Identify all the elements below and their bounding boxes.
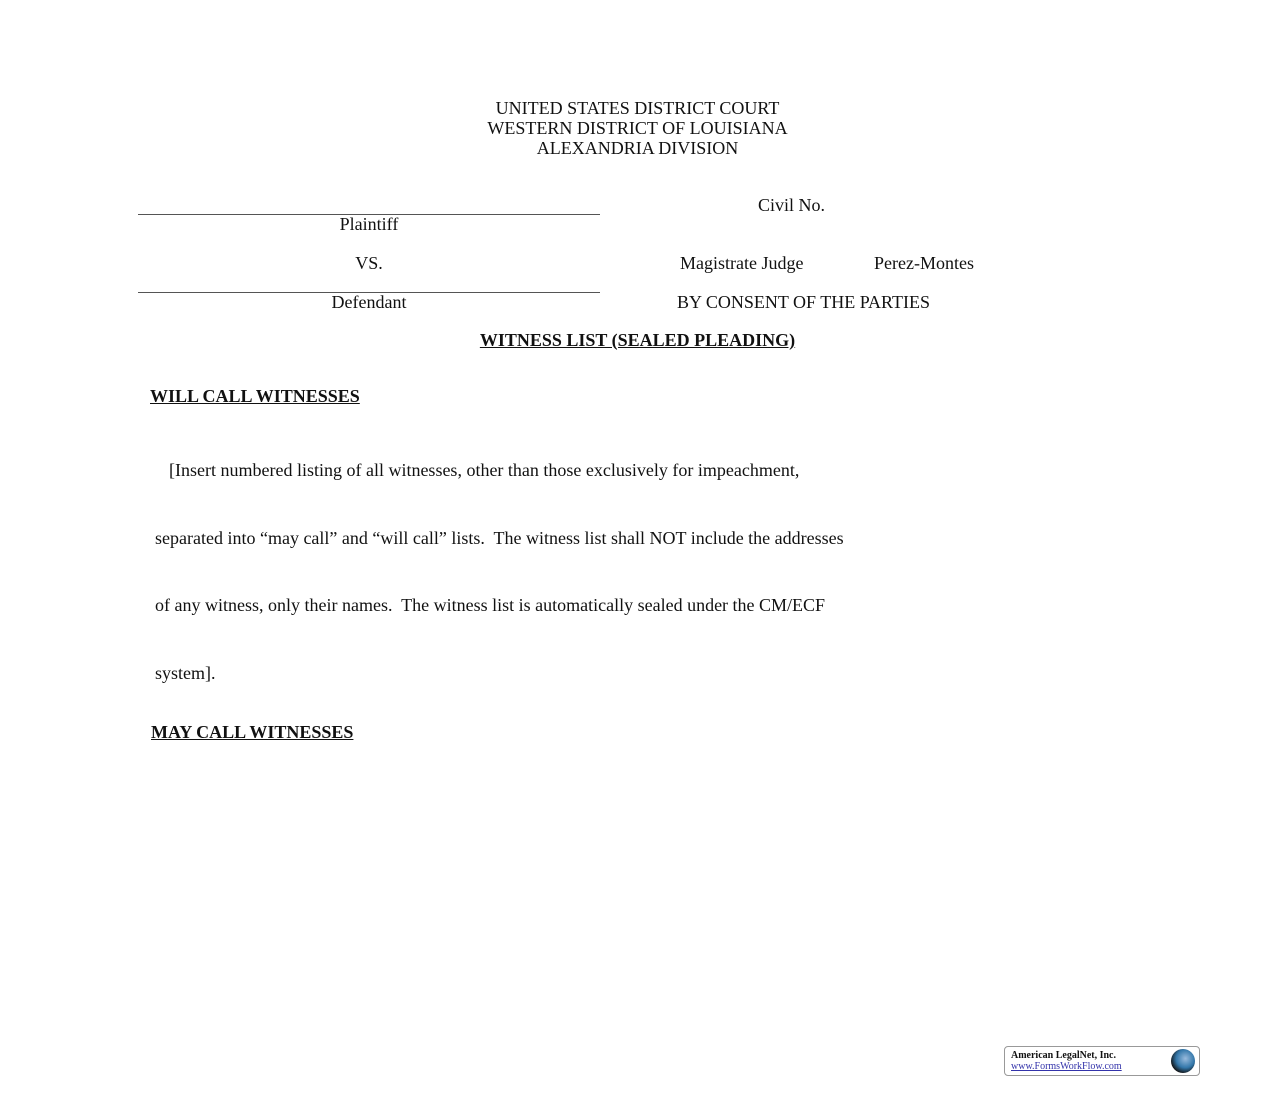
document-title: WITNESS LIST (SEALED PLEADING) xyxy=(479,330,796,350)
instruction-line: separated into “may call” and “will call” lists. The witness list shall NOT include the addresses xyxy=(155,527,844,548)
company-url[interactable]: www.FormsWorkFlow.com xyxy=(1011,1061,1122,1072)
civil-no-label: Civil No. xyxy=(758,195,826,215)
may-call-heading: MAY CALL WITNESSES xyxy=(151,722,354,742)
company-name: American LegalNet, Inc. xyxy=(1011,1050,1116,1061)
plaintiff-label: Plaintiff xyxy=(339,214,399,234)
court-header xyxy=(0,98,1275,158)
instruction-line: [Insert numbered listing of all witnesses, other than those exclusively for impeachment, xyxy=(169,460,800,480)
vs-label: VS. xyxy=(355,253,383,273)
instruction-line: of any witness, only their names. The witness list is automatically sealed under the CM/ECF xyxy=(155,595,826,615)
district-name: WESTERN DISTRICT OF LOUISIANA xyxy=(487,118,788,138)
globe-icon xyxy=(1171,1049,1195,1073)
will-call-heading: WILL CALL WITNESSES xyxy=(150,386,360,406)
will-call-instructions xyxy=(155,414,844,729)
consent-label: BY CONSENT OF THE PARTIES xyxy=(677,292,930,312)
defendant-label: Defendant xyxy=(331,292,407,312)
instruction-line: system]. xyxy=(155,662,216,683)
magistrate-label: Magistrate Judge xyxy=(680,253,804,273)
magistrate-name: Perez-Montes xyxy=(874,253,974,273)
division-name: ALEXANDRIA DIVISION xyxy=(536,138,739,158)
court-name: UNITED STATES DISTRICT COURT xyxy=(495,98,780,118)
footer-logo[interactable] xyxy=(1004,1046,1200,1076)
